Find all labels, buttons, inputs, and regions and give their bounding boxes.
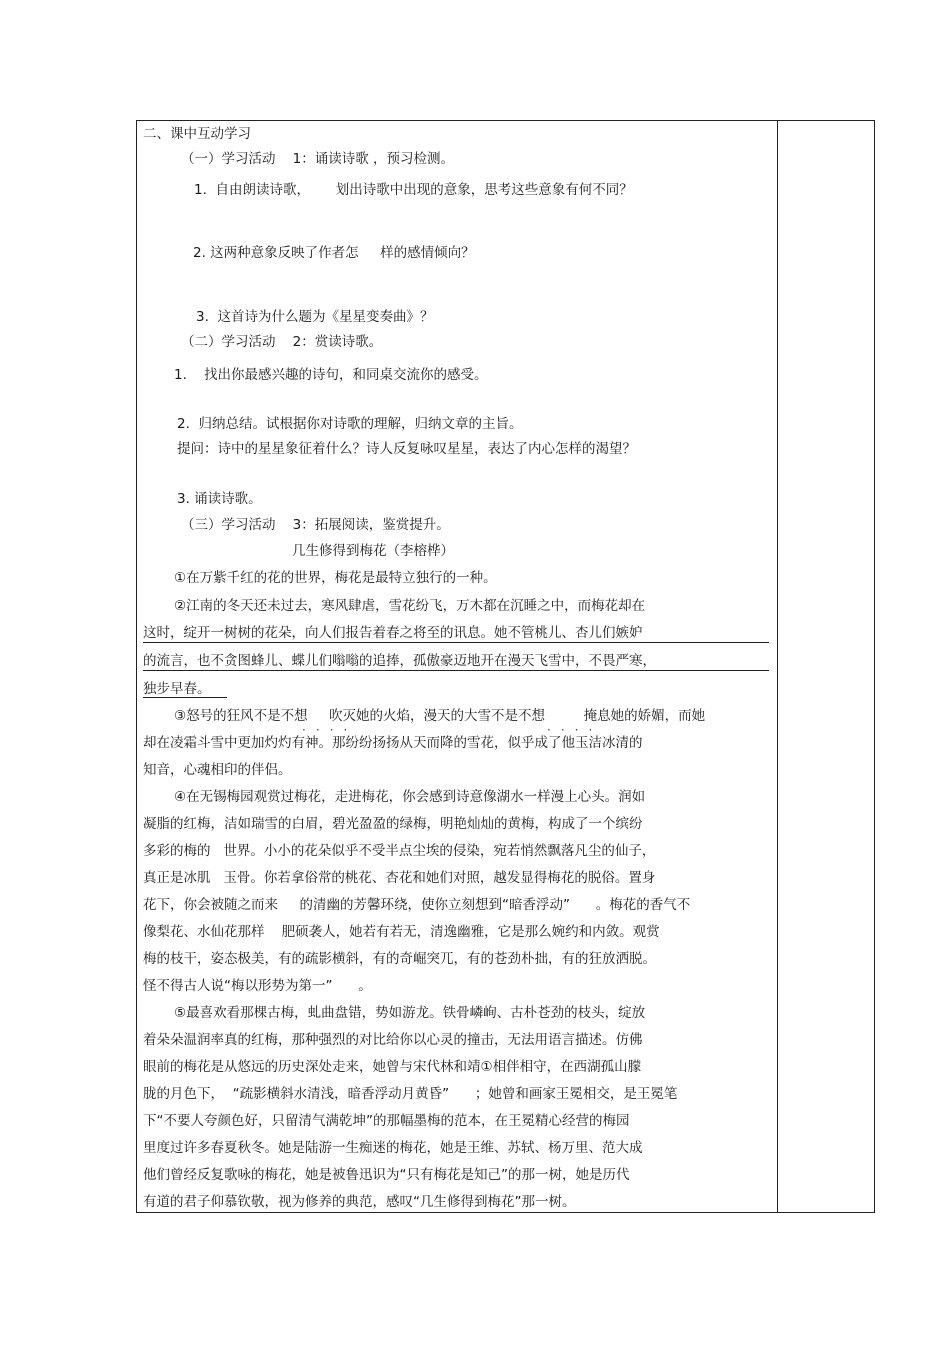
activity-1-heading: （一）学习活动 1：诵读诗歌 ，预习检测。 [181,151,455,167]
article-line: 花下，你会被随之而来 的清幽的芳馨环绕，使你立刻想到“暗香浮动” 。梅花的香气不 [143,897,691,913]
article-paragraph-1: ①在万紫千红的花的世界，梅花是最特立独行的一种。 [174,570,497,586]
task-2-prompt: 提问：诗中的星星象征着什么？诗人反复咏叹星星，表达了内心怎样的渴望？ [177,441,636,457]
article-line: 胧的月色下， “疏影横斜水清浅，暗香浮动月黄昏” ；她曾和画家王冕相交，是王冕笔 [143,1086,678,1102]
question-3: 3. 这首诗为什么题为《星星变奏曲》？ [196,309,434,325]
article-line: 的流言，也不贪图蜂儿、蝶儿们嗡嗡的追捧，孤傲豪迈地开在漫天飞雪中，不畏严寒， [143,653,656,669]
underline-mark [143,697,227,698]
article-line: 里度过许多春夏秋冬。她是陆游一生痴迷的梅花，她是王维、苏轼、杨万里、范大成 [143,1140,643,1156]
underline-mark [143,642,769,643]
article-line: 凝脂的红梅，洁如瑞雪的白眉，碧光盈盈的绿梅，明艳灿灿的黄梅，构成了一个缤纷 [143,816,643,832]
activity-2-heading: （二）学习活动 2：赏读诗歌。 [181,334,383,350]
article-line: ⑤最喜欢看那棵古梅，虬曲盘错，势如游龙。铁骨嶙峋、古朴苍劲的枝头，绽放 [174,1005,646,1021]
emphasis-dots: ···· [302,723,358,737]
table-column-divider [777,120,778,1213]
article-title: 几生修得到梅花（李榕桦） [292,543,454,559]
article-line: 他们曾经反复歌咏的梅花，她是被鲁迅识为“只有梅花是知己”的那一树，她是历代 [143,1167,630,1183]
task-3: 3. 诵读诗歌。 [177,491,262,507]
article-line: 下“不要人夸颜色好，只留清气满乾坤”的那幅墨梅的范本，在王冕精心经营的梅园 [143,1113,630,1129]
article-line: 梅的枝干，姿态极美，有的疏影横斜，有的奇崛突兀，有的苍劲朴拙，有的狂放洒脱。 [143,951,656,967]
article-line: 独步早春。 [143,681,211,697]
article-line: 这时，绽开一树树的花朵，向人们报告着春之将至的讯息。她不管桃儿、杏儿们嫉妒 [143,625,643,641]
question-2: 2. 这两种意象反映了作者怎 样的感情倾向？ [193,245,475,261]
article-line: 有道的君子仰慕钦敬，视为修养的典范，感叹“几生修得到梅花”那一树。 [143,1194,576,1210]
article-line: 多彩的梅的 世界。小小的花朵似乎不受半点尘埃的侵染，宛若悄然飘落凡尘的仙子， [143,843,656,859]
article-line: 怪不得古人说“梅以形势为第一” 。 [143,978,372,994]
article-line: 却在凌霜斗雪中更加灼灼有神。那纷纷扬扬从天而降的雪花，似乎成了他玉洁冰清的 [143,735,643,751]
article-line: ③怒号的狂风不是不想 吹灭她的火焰，漫天的大雪不是不想 掩息她的娇媚，而她 [174,708,706,724]
section-heading: 二、课中互动学习 [143,126,251,142]
article-line: 知音，心魂相印的伴侣。 [143,762,292,778]
article-line: ④在无锡梅园观赏过梅花，走进梅花，你会感到诗意像湖水一样漫上心头。润如 [174,789,646,805]
emphasis-dots: ···· [547,723,603,737]
activity-3-heading: （三）学习活动 3：拓展阅读，鉴赏提升。 [181,517,450,533]
task-2: 2. 归纳总结。试根据你对诗歌的理解，归纳文章的主旨。 [177,416,523,432]
question-1: 1. 自由朗读诗歌， 划出诗歌中出现的意象，思考这些意象有何不同？ [194,182,633,198]
article-line: 像梨花、水仙花那样 肥硕袭人，她若有若无，清逸幽雅，它是那么婉约和内敛。观赏 [143,924,660,940]
article-line: 着朵朵温润率真的红梅，那种强烈的对比给你以心灵的撞击，无法用语言描述。仿佛 [143,1032,643,1048]
task-1: 1. 找出你最感兴趣的诗句，和同桌交流你的感受。 [174,367,488,383]
article-line: 真正是冰肌 玉骨。你若拿俗常的桃花、杏花和她们对照，越发显得梅花的脱俗。置身 [143,870,656,886]
article-line: 眼前的梅花是从悠远的历史深处走来，她曾与宋代林和靖①相伴相守，在西湖孤山朦 [143,1059,642,1075]
article-line: ②江南的冬天还未过去，寒风肆虐，雪花纷飞，万木都在沉睡之中，而梅花却在 [174,598,646,614]
underline-mark [143,670,769,671]
